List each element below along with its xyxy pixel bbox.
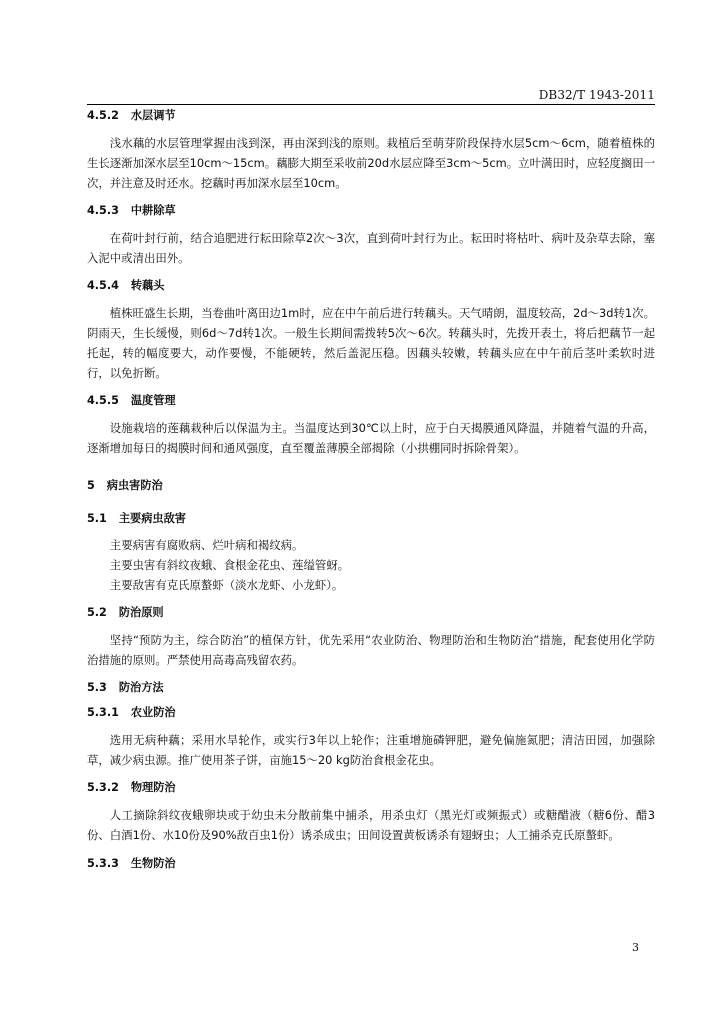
heading-5-3-1 [87,706,655,720]
heading-5-3 [87,681,655,695]
list-item: 主要虫害有斜纹夜蛾、食根金花虫、莲缢管蚜。 [109,558,350,572]
page-content [87,106,655,871]
paragraph-4-5-3: 在荷叶封行前，结合追肥进行耘田除草2次～3次，直到荷叶封行为止。耘田时将枯叶、病叶及杂草去除，塞入泥中或清出田外。 [87,231,655,265]
paragraph-4-5-5: 设施栽培的莲藕栽种后以保温为主。当温度达到30℃以上时，应于白天揭膜通风降温，并随着气温的升高，逐渐增加每日的揭膜时间和通风强度，直至覆盖薄膜全部揭除（小拱棚同时拆除骨架）。 [87,421,655,455]
section-title: 转藕头 [130,279,165,292]
section-title: 病虫害防治 [106,479,163,492]
section-title: 中耕除草 [130,204,176,217]
section-title: 农业防治 [130,706,176,719]
section-number: 5.2 [87,606,107,619]
heading-5-1 [87,512,655,526]
section-title: 防治方法 [118,681,164,694]
section-title: 主要病虫敌害 [118,512,186,525]
section-number: 5.3.2 [87,781,119,794]
section-title: 温度管理 [130,394,176,407]
list-item: 主要敌害有克氏原螯虾（淡水龙虾、小龙虾）。 [109,578,344,592]
heading-4-5-4 [87,279,655,293]
standard-code: DB32/T 1943-2011 [538,88,655,102]
heading-4-5-2 [87,109,655,123]
paragraph-5-3-1: 选用无病种藕；采用水旱轮作，或实行3年以上轮作；注重增施磷钾肥，避免偏施氮肥；清洁田园，加强除草，减少病虫源。推广使用茶子饼，亩施15～20 kg防治食根金花虫。 [87,733,655,767]
section-number: 4.5.2 [87,109,119,122]
heading-5-3-2 [87,781,655,795]
heading-5 [87,479,655,493]
heading-5-2 [87,606,655,620]
section-title: 物理防治 [130,781,176,794]
list-item: 主要病害有腐败病、烂叶病和褐纹病。 [109,538,304,552]
section-number: 4.5.4 [87,279,119,292]
heading-5-3-3 [87,857,655,871]
section-title: 水层调节 [130,109,176,122]
header-rule [87,104,655,105]
section-number: 5.3.1 [87,706,119,719]
list-5-1 [87,535,655,595]
section-number: 4.5.3 [87,204,119,217]
section-number: 5.3.3 [87,857,119,870]
paragraph-5-2: 坚持“预防为主，综合防治”的植保方针，优先采用“农业防治、物理防治和生物防治”措施，配套使用化学防治措施的原则。严禁使用高毒高残留农药。 [87,633,655,667]
heading-4-5-3 [87,204,655,218]
section-number: 4.5.5 [87,394,119,407]
paragraph-5-3-2: 人工摘除斜纹夜蛾卵块或于幼虫未分散前集中捕杀，用杀虫灯（黑光灯或频振式）或糖醋液（糖6份、醋3份、白酒1份、水10份及90%敌百虫1份）诱杀成虫；田间设置黄板诱杀有翅蚜虫；人工捕杀克氏原螯虾。 [87,808,655,842]
section-number: 5.3 [87,681,107,694]
section-number: 5 [87,479,95,492]
section-title: 生物防治 [130,857,176,870]
section-number: 5.1 [87,512,107,525]
page-number: 3 [632,941,639,954]
paragraph-4-5-4: 植株旺盛生长期，当卷曲叶离田边1m时，应在中午前后进行转藕头。天气晴朗，温度较高，2d～3d转1次。阴雨天，生长缓慢，则6d～7d转1次。一般生长期间需拨转5次～6次。转藕头时，先拨开表土，将后把藕节一起托起，转的幅度要大，动作要慢，不能硬转，然后盖泥压稳。因藕头较嫩，转藕头应在中午前后茎叶柔软时进行，以免折断。 [87,306,655,380]
heading-4-5-5 [87,394,655,408]
section-title: 防治原则 [118,606,164,619]
paragraph-4-5-2: 浅水藕的水层管理掌握由浅到深，再由深到浅的原则。栽植后至萌芽阶段保持水层5cm～6cm，随着植株的生长逐渐加深水层至10cm～15cm。藕膨大期至采收前20d水层应降至3cm～5cm。立叶满田时，应轻度搁田一次，并注意及时还水。挖藕时再加深水层至10cm。 [87,136,655,190]
